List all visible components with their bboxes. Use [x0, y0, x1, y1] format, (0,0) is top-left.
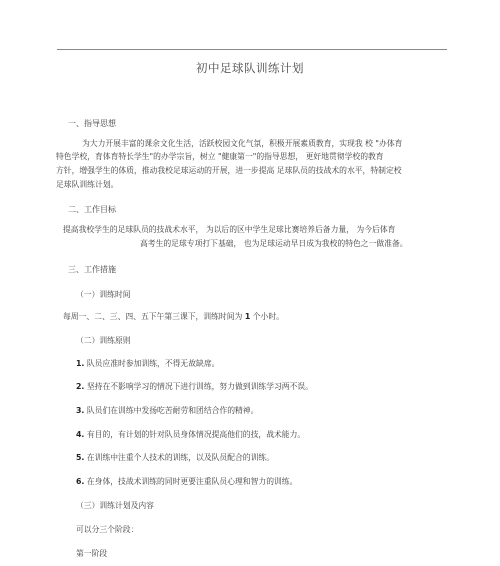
header-rule	[57, 49, 447, 50]
rule-number: 3.	[76, 406, 85, 415]
rule-text: 坚持在不影响学习的情况下进行训练，努力做到训练学习两不误。	[84, 382, 313, 391]
paragraph-line: 方针，增强学生的体质，推动我校足球运动的开展，进一步提高 足球队员的技战术的水平，特制定校	[56, 166, 402, 175]
training-time-prefix: 每周一、二、三、四、五下午第三课下，训练时间为	[63, 312, 245, 321]
paragraph-line: 高考生的足球专项打下基础， 也为足球运动早日成为我校的特色之一做准备。	[140, 239, 408, 248]
subheading-principles: （二）训练原则	[76, 336, 131, 345]
rule-item	[76, 476, 297, 487]
rule-text: 队员应准时参加训练，不得无故缺席。	[84, 359, 220, 368]
rule-item	[76, 381, 313, 392]
rule-text: 在训练中注重个人技术的训练，以及队员配合的训练。	[84, 453, 274, 462]
stages-intro: 可以分三个阶段：	[76, 525, 139, 534]
rule-number: 2.	[76, 382, 85, 391]
subheading-time: （一）训练时间	[76, 290, 131, 299]
section-heading-measures: 三、工作措施	[68, 265, 116, 274]
paragraph-line: 为大力开展丰富的课余文化生活，活跃校园文化气氛，积极开展素质教育，实现我 校 "办体育	[82, 139, 403, 148]
rule-item	[76, 405, 258, 416]
rule-item	[76, 452, 274, 463]
rule-text: 队员们在训练中发扬吃苦耐劳和团结合作的精神。	[84, 406, 259, 415]
rule-item	[76, 358, 219, 369]
document-title: 初中足球队训练计划	[196, 61, 304, 75]
training-time-line	[63, 311, 284, 322]
rule-text: 在身体，技战术训练的同时更要注重队员心理和智力的训练。	[84, 477, 298, 486]
section-heading-goals: 二、工作目标	[68, 205, 116, 214]
paragraph-line: 足球队训练计划。	[56, 180, 119, 189]
subheading-plan: （三）训练计划及内容	[76, 501, 154, 510]
rule-number: 4.	[76, 430, 85, 439]
section-heading-guiding: 一、指导思想	[68, 119, 116, 128]
rule-number: 6.	[76, 477, 85, 486]
paragraph-line: 提高我校学生的足球队员的技战术水平， 为以后的区中学生足球比赛培养后备力量， 为今后体育	[63, 225, 396, 234]
training-time-hours: 1	[244, 312, 251, 321]
training-time-suffix: 个小时。	[250, 312, 284, 321]
rule-item	[76, 429, 305, 440]
rule-number: 1.	[76, 359, 85, 368]
paragraph-line: 特色学校，育体育特长学生"的办学宗旨，树立 "健康第一"的指导思想， 更好地贯彻学校的教育	[56, 152, 384, 161]
rule-number: 5.	[76, 453, 85, 462]
rule-text: 有目的，有计划的针对队员身体情况提高他们的技，战术能力。	[84, 430, 306, 439]
stage-heading: 第一阶段	[76, 549, 108, 558]
